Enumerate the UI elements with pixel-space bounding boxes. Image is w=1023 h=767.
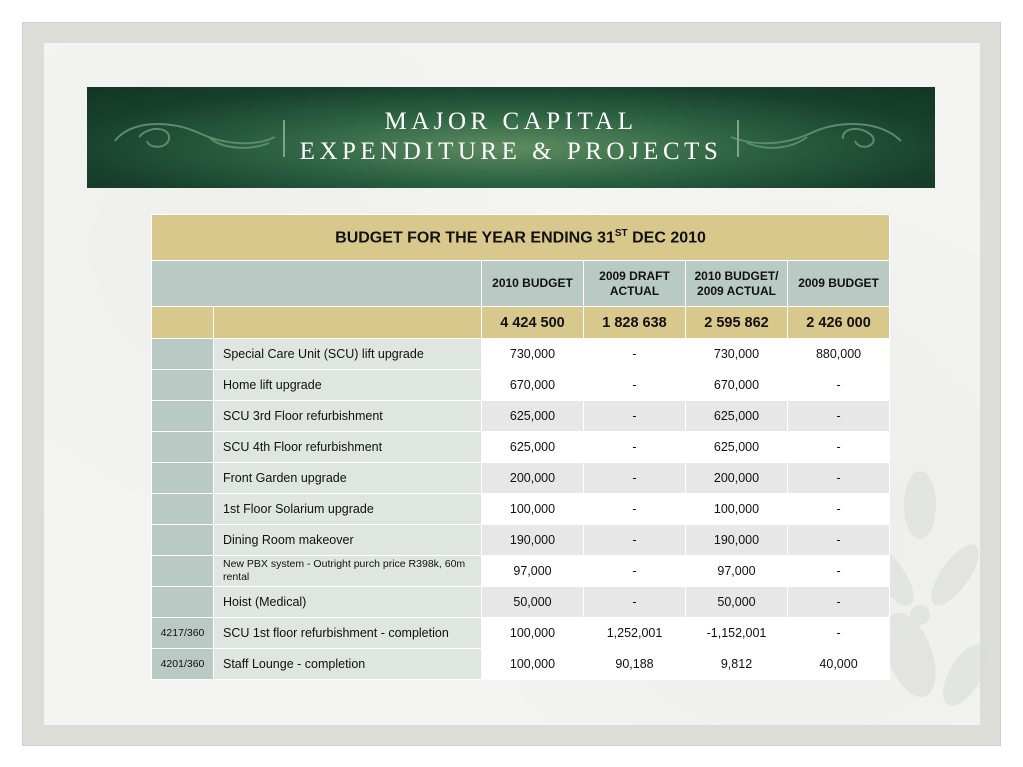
value-2010-vs-2009: 730,000 xyxy=(686,339,788,370)
title-line-1: MAJOR CAPITAL xyxy=(384,108,638,135)
total-2010-budget: 4 424 500 xyxy=(482,307,584,339)
totals-blank xyxy=(214,307,482,339)
table-title-row xyxy=(152,215,890,261)
header-2009-draft-actual: 2009 DRAFT ACTUAL xyxy=(584,261,686,307)
header-2010-budget: 2010 BUDGET xyxy=(482,261,584,307)
value-2010-budget: 200,000 xyxy=(482,463,584,494)
value-2010-budget: 625,000 xyxy=(482,401,584,432)
total-2009-budget: 2 426 000 xyxy=(788,307,890,339)
total-2010-vs-2009: 2 595 862 xyxy=(686,307,788,339)
value-2009-budget: - xyxy=(788,401,890,432)
value-2010-budget: 100,000 xyxy=(482,649,584,680)
table-row xyxy=(152,463,890,494)
value-2010-vs-2009: 97,000 xyxy=(686,556,788,587)
table-row xyxy=(152,649,890,680)
table-row xyxy=(152,494,890,525)
cost-code xyxy=(152,370,214,401)
value-2009-draft-actual: - xyxy=(584,587,686,618)
title-line-2: EXPENDITURE & PROJECTS xyxy=(299,138,723,165)
table-row xyxy=(152,370,890,401)
value-2009-budget: - xyxy=(788,556,890,587)
value-2009-draft-actual: - xyxy=(584,556,686,587)
value-2009-budget: - xyxy=(788,525,890,556)
item-description: Hoist (Medical) xyxy=(214,587,482,618)
value-2009-draft-actual: - xyxy=(584,370,686,401)
value-2009-budget: - xyxy=(788,370,890,401)
budget-table xyxy=(151,214,890,680)
value-2009-draft-actual: - xyxy=(584,525,686,556)
value-2010-vs-2009: 625,000 xyxy=(686,401,788,432)
value-2010-vs-2009: 625,000 xyxy=(686,432,788,463)
item-description: SCU 1st floor refurbishment - completion xyxy=(214,618,482,649)
value-2009-draft-actual: - xyxy=(584,463,686,494)
totals-blank xyxy=(152,307,214,339)
cost-code xyxy=(152,432,214,463)
item-description: Staff Lounge - completion xyxy=(214,649,482,680)
cost-code: 4217/360 xyxy=(152,618,214,649)
item-description: Dining Room makeover xyxy=(214,525,482,556)
table-row xyxy=(152,525,890,556)
table-header-row xyxy=(152,261,890,307)
table-title: BUDGET FOR THE YEAR ENDING 31ST DEC 2010 xyxy=(152,215,890,261)
item-description: New PBX system - Outright purch price R398k, 60m rental xyxy=(214,556,482,587)
total-2009-draft-actual: 1 828 638 xyxy=(584,307,686,339)
value-2010-budget: 100,000 xyxy=(482,618,584,649)
value-2009-draft-actual: 1,252,001 xyxy=(584,618,686,649)
table-row xyxy=(152,556,890,587)
value-2009-budget: - xyxy=(788,494,890,525)
table-row xyxy=(152,432,890,463)
value-2009-draft-actual: 90,188 xyxy=(584,649,686,680)
cost-code xyxy=(152,587,214,618)
value-2009-budget: - xyxy=(788,587,890,618)
cost-code xyxy=(152,463,214,494)
table-row xyxy=(152,587,890,618)
page-title xyxy=(87,107,935,167)
value-2009-draft-actual: - xyxy=(584,339,686,370)
cost-code xyxy=(152,556,214,587)
table-row xyxy=(152,339,890,370)
title-banner xyxy=(87,87,935,188)
header-2009-budget: 2009 BUDGET xyxy=(788,261,890,307)
value-2010-budget: 100,000 xyxy=(482,494,584,525)
value-2009-draft-actual: - xyxy=(584,432,686,463)
value-2010-vs-2009: 50,000 xyxy=(686,587,788,618)
value-2009-draft-actual: - xyxy=(584,494,686,525)
value-2010-vs-2009: 190,000 xyxy=(686,525,788,556)
value-2009-budget: - xyxy=(788,618,890,649)
cost-code xyxy=(152,494,214,525)
value-2009-budget: - xyxy=(788,463,890,494)
value-2009-budget: 880,000 xyxy=(788,339,890,370)
totals-row xyxy=(152,307,890,339)
value-2010-budget: 97,000 xyxy=(482,556,584,587)
header-blank xyxy=(152,261,482,307)
cost-code: 4201/360 xyxy=(152,649,214,680)
item-description: Home lift upgrade xyxy=(214,370,482,401)
value-2010-budget: 625,000 xyxy=(482,432,584,463)
item-description: Special Care Unit (SCU) lift upgrade xyxy=(214,339,482,370)
value-2010-vs-2009: 9,812 xyxy=(686,649,788,680)
item-description: SCU 3rd Floor refurbishment xyxy=(214,401,482,432)
value-2009-budget: 40,000 xyxy=(788,649,890,680)
value-2010-budget: 730,000 xyxy=(482,339,584,370)
header-2010-vs-2009: 2010 BUDGET/ 2009 ACTUAL xyxy=(686,261,788,307)
value-2010-budget: 190,000 xyxy=(482,525,584,556)
value-2010-vs-2009: 670,000 xyxy=(686,370,788,401)
value-2009-budget: - xyxy=(788,432,890,463)
item-description: 1st Floor Solarium upgrade xyxy=(214,494,482,525)
table-row xyxy=(152,401,890,432)
value-2010-budget: 50,000 xyxy=(482,587,584,618)
value-2010-vs-2009: -1,152,001 xyxy=(686,618,788,649)
item-description: Front Garden upgrade xyxy=(214,463,482,494)
cost-code xyxy=(152,525,214,556)
value-2010-vs-2009: 200,000 xyxy=(686,463,788,494)
table-row xyxy=(152,618,890,649)
value-2010-vs-2009: 100,000 xyxy=(686,494,788,525)
cost-code xyxy=(152,401,214,432)
value-2010-budget: 670,000 xyxy=(482,370,584,401)
cost-code xyxy=(152,339,214,370)
item-description: SCU 4th Floor refurbishment xyxy=(214,432,482,463)
value-2009-draft-actual: - xyxy=(584,401,686,432)
